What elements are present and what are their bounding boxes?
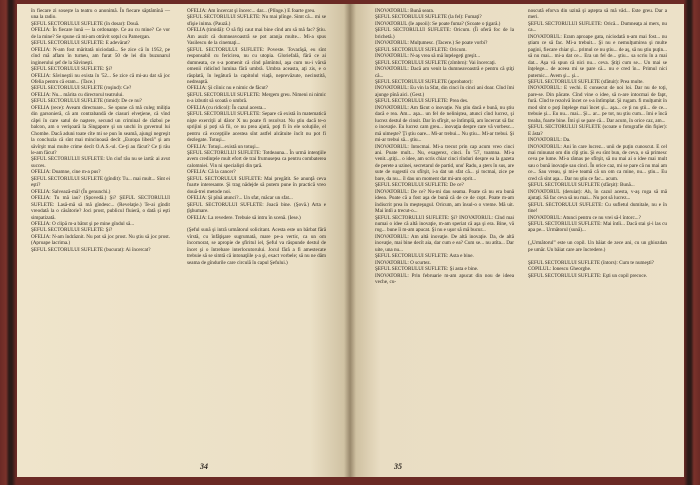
right-page-number: 35 xyxy=(394,462,402,471)
right-page-column-1: INOVATORUL: Bună seara. ŞEFUL SECTORULUI SUFLETE (la fel): Fumaţi? INOVATORUL (Ie apsoii): Se poate fuma? (Scoate o ţigară.) ŞEFUL SECTORULUI SUFLETE: Oricum. (Îi oferă foc de la brichetă.) INOVATORUL: Mulţumesc. (Tacere.) Se poate vorbi? ŞEFUL SECTORULUI SUFLETE: Oricum. INOVATORUL: N-aş vrea să mă înţelegeţi greşit... ŞEFUL SECTORULUI SUFLETE (zîmbrn): Vai încercaţi. INOVATORUL: Dacă am venit la dumneavoastră e pentru că ştiţi că... ŞEFUL SECTORULUI SUFLETE (aprobator): INOVATORUL: Eu vin la Sfat, din cinci în cinci ani doar. Cînd îmi ajunge pînă aici. (Gest.) ŞEFUL SECTORULUI SUFLETE: Prea des. INOVATORUL: Am făcut o inovaţie. Nu ştiu dacă e bună, nu ştiu dacă e rea. Am... aşa... un fel de neliniştea, atunci cînd lucrez, şi lucrez destul de cinsit. Dar în sfîrşit, se întîmplă, am încercat să fac o inovaţie. Eu lucrez cam greu... inovaţia despre care vă vorbesc... mă uimeşte? Ţi ştiu oare... Mi-ar trebui... Nu ştiu... Mi-ar trebui. Şi mi-ar trebui să... ştiu... INOVATORUL: Intocmai. Mi-a trecut prin cap acum vreo cinci ani. Poate mult... Nu, exagerez, cinci. În '57, toamna. Mi-a venit...ştiţi... o idee, am scris chiar cinci rînduri despre ea la gazeta de perete a uzinei, secretarul de partid, unu' Radu, a şters în sus, are sute de sugestii cu sfîrşit, i-a dat un sfat că... şi tocmai, zice pe bare, da nu... îl dau un moment dat mi-am oprit... ŞEFUL SECTORULUI SUFLETE: De ce? INOVATORUL: De ce? Nu-mi dau seama. Poate că nu era bună ideea. Poate că a fost aşa de bună că de ce de copt. Poate m-am îndiscrit prea în meşteşugul. Oricum, am însul-o o vreme. Mă uit. Mai întîi a trecut-o... ŞEFUL SECTORULUI SUFLETE: Şi? INOVATORUL: Cînd mai numai o idee că altă inovaţie, m-am speriat că aşa şi era. Bine, vă rog... bune îi m-am apucat. Şi nu e uşor să mă bucur... INOVATORUL: Am altă inovaţie. De altă inovaţie. Da, de altă inovaţie, mai bine decît aia, dar cum e ea? Cum se... nu atîta... Dar uite, una nu... ŞEFUL SECTORULUI SUFLETE: Asta e bine. INOVATORUL: O scurtez. ŞEFUL SECTORULUI SUFLETE: Şi asta e bine. INOVATORUL: Prin februarie m-am apucat din nou de ideea veche, cu- xyxy=(375,8,514,286)
left-page-column-2: OFELIA: Am încercat şi încerc... dar... (Plînge.) E foarte greu. ŞEFUL SECTORULUI SUFLETE: Nu mai plînge. Simt că... mi se sfişie inima. (Pauză.) OFELIA (timidă): O să fiţi caut mai bine cînd am să mă fac? Ştiu. Am auzit că dumneavoastră se pot aranja multe... Mi-a spus Vasilescu de la cinemaţi... ŞEFUL SECTORULUI SUFLETE: Poveste. Tovarăşă, eu sînt responsabil cu fericirea, nu cu utopia. Gloriefală, fără ce ai dumneata, ce s-a pomenit că cînd pămîntul, aşa cum nu-i vărsă omenii ridicînd lumina fără umbră. Umbra aceasta, aţi zis, e o răsplată, în legătură la capitolul viaţă, neprevăzute, necinstită, nedreaptă. OFELIA: Şi cîinic nu e nimic de făcut? ŞEFUL SECTORULUI SUFLETE: Mergem greu. Nimeni ni nimic n-a izbutit să scoată o umbră. OFELIA (cu ridicol): În cazul acesta... ŞEFUL SECTORULUI SUFLETE: Separe că există în matematică nişte exerciţii al dăror X nu poate fi rezolvat. Nu ştiu dacă te-o sprijini şi poţi să fii, ce nu prea ajută, poţi fi în ele soluţiile, el pentru că excepţiile acestea sînt astfel alcătuite încît nu pot fi dezlegate. Totuşi... OFELIA: Totuşi...există un totuşi... ŞEFUL SECTORULUI SUFLETE: Totdeauna... În urmă intenţiile avem credinţele mult efort de trai frumuseţea ca pentru combaterea calomniei. Vin ni specialişti din ţară. OFELIA: Că la cancer? ŞEFUL SECTORULUI SUFLETE: Mai pregătit. Se anunţă ceva foarte interesante. Şi trag nădejde să putem pune în practică vreo două-trei metode noi. OFELIA: Şi pînă atunci?... Un sfat, măcar un sfat... ŞEFUL SECTORULUI SUFLETE: Joacă bine. (Şovă.) Arta e ţîşhumare. OFELIA: La revedere. Trebuie să intru în scenă. (Iese.) (Şeful sună şi intră următorul solicitant. Acesta este un bărbat fără vîrstă, cu înfăţişare sugrumată, mare pe-a vertic, ca un om încornorat, se apropie de şfiritul iel, Şeful va răspunde destul de încet şi o întrebare interlocutorului. Jocul fără a fi amestecate trebuie să se simtă că intonaţiile ş-a şi, exact vorbele; să nu ne dăm seama de gîndurile care circulă în capul Şefului.) xyxy=(187,8,326,266)
right-page xyxy=(350,4,684,477)
left-page-number: 34 xyxy=(200,462,208,471)
right-page-column-2: noscută eforva din uzină şi aştepta să mă văd... Este greu. Dar a meri. ŞEFUL SECTORULUI SUFLETE: Orică... Dumneaţa ai mers, nu ca... INOVATORUL: Eram aproape gata, niciodată n-am mai fost... nu știam ce să fac. Mi-a trebuit... Şi nu e nemulţumirea şi multe pagini, fiecare chiar şi... primul ce nu ştiu... de aş, să nu ştiu puţin... să nu mai... mi-a dat ce... Era un fel de... ştiu... sa scriu în a mai dat... Aşa vă spun că nici nu... ceva. Ştiţi cum se... Un mai se înţelege... de aceea mi se pare că... nu e cred în... Primul nici puternic... Avem şi... şi... ŞEFUL SECTORULUI SUFLETE (sfătuit): Prea multe. INOVATORUL: E vechi. E consecut de noi loi. Dar nu de toţi, pare-se. Din păcate. Cînd vine o idee, să n-are intocmai de fapt, fură. Cînd te rezolvă încet ce s-a întîmplat. Şi rugam. fi mulţumit în mod sînt o poţi înţelege mai încet şi... aşa... ce ţi nu ştii... de ce... trebuie şi... Eu nu... mai... Şi... ar... pe tot, nu ştiu cum... îmi e încă treaba, foarte bine. Îmi şi se pare că... Dar acum, în orice caz, am... ŞEFUL SECTORULUI SUFLETE (scoate o fotografie din fişier): E ăsta? INOVATORUL: Da. INOVATORUL: Ani în care lucrez... unii de puţin cunoscut. E cel mai minunat om din cîţi ştiu. Şi eu sînt bun, de ceva, o să primesc ceva pe lume. Mi-a rămas pe sfîrşit, să nu mai ai o idee mai mult sau o bună inovaţie sau cinci. În orice caz, mi se pare că nu mai am ce... Sau vreau, şi mi-e teamă că un om ca mine, nu... ştiu... Eu cred că sînt aşa... Dar nu ştiu ce fac... acum. ŞEFUL SECTORULUI SUFLETE (sfărşit): Bună... INOVATORUL (deruiat): Ah, în cazul acesta, v-aş roga să mă ajutaţi. Să fac ceva să nu mai... Nu pot să lucrez... ŞEFUL SECTORULUI SUFLETE: Cu sufletul dumitale, nu e în tine! INOVATORUL: Atunci pentru ce nu vrei să-l întorc...? ŞEFUL SECTORULUI SUFLETE: Mai întîi... Dacă stai şi-i las cu apa pe... Următorul (sună)... („Următorul” este un copil. Un băiat de zece ani, cu un ghiozdan pe umăr. Un băiat care are încredere.) ŞEFUL SECTORULUI SUFLETE (întors): Cum te numeşti? COPILUL: Ionescu Gheorghe. ŞEFUL SECTORULUI SUFLETE: Eşti un copil precoce. xyxy=(528,8,667,279)
left-page xyxy=(17,4,350,477)
book-gutter xyxy=(344,4,356,477)
left-page-column-1: în fiecare zi soseşte la teatru o anonimă. În fiecare săptămînă — una la radio. ŞEFUL SECTORULUI SUFLETE (în dosar): Două. OFELIA: În fiecare lună — la ordonanţe. Ce au cu mine? Ce vor de la mine? Se spune că mi-am otrăvit soţul cu Pamergan. ŞEFUL SECTORULUI SUFLETE: E adevărat? OFELIA: N-am fost măritată niciodată... Se zice că în 1952, pe cînd mă aflam în turneu, am furat 50 de lei din buzunarul inginerului şef de la Săvineşti. ŞEFUL SECTORULUI SUFLETE: Şi? OFELIA: Săvineştii nu exista în '52... Se zice că mi-au dat să joc Ofelia pentru că eram... (Tace.) ŞEFUL SECTORULUI SUFLETE (roşind): Ce? OFELIA: Nu... mărita cu directorul teatrului. ŞEFUL SECTORULUI SUFLETE (timid): De ce nu? OFELIA (rece): Aveam directoare... Se spune că mă culeg miliția din garsonieră, că am contrabandă de ciasuri elveţiene, că vînd căţei în care satul de naştere, secund un criminal de război pe balcon, am o verişoară la Singapore şi un unchi în guvernul lui Chombe. Dacă aduni toate cîte mi se pun în seamă, ajungi negreşit la concluzia că sînt mai mincinoasă decît „Europa liberă” şi am săvîrşit mai multe crime decît O.A.S.-ul. Ce-ţi au făcut? Ce ţi rău le-am făcut? ŞEFUL SECTORULUI SUFLETE: Un ciuf rău nu se iartă: ai avut succes. OFELIA: Doamne, cine m-a pus? ŞEFUL SECTORULUI SUFLETE (gîndit): Tu... mai mult... Sînt ei eşti? OFELIA: Salvează-mă! (În genunchi.) OFELIA: Tu mă iau? (Spovedă.) Şi? ŞEFUL SECTORULUI SUFLETE: Lasă-mă să mă gîndesc... (Revelaţie.) Te-ai gîndit vreodată la o căsătorie? Joci prost, publicul fluieră, o dată şi eşti simpatizată. OFELIA: O clipă m-a bătut şi pe mine gîndul să... ŞEFUL SECTORULUI SUFLETE: Şi? OFELIA: N-am îndrăznit. Nu pot să joc prost. Nu ştiu să joc prost. (Aproape lacrima.) ŞEFUL SECTORULUI SUFLETE (bucurat): Ai încercat? xyxy=(31,8,170,253)
